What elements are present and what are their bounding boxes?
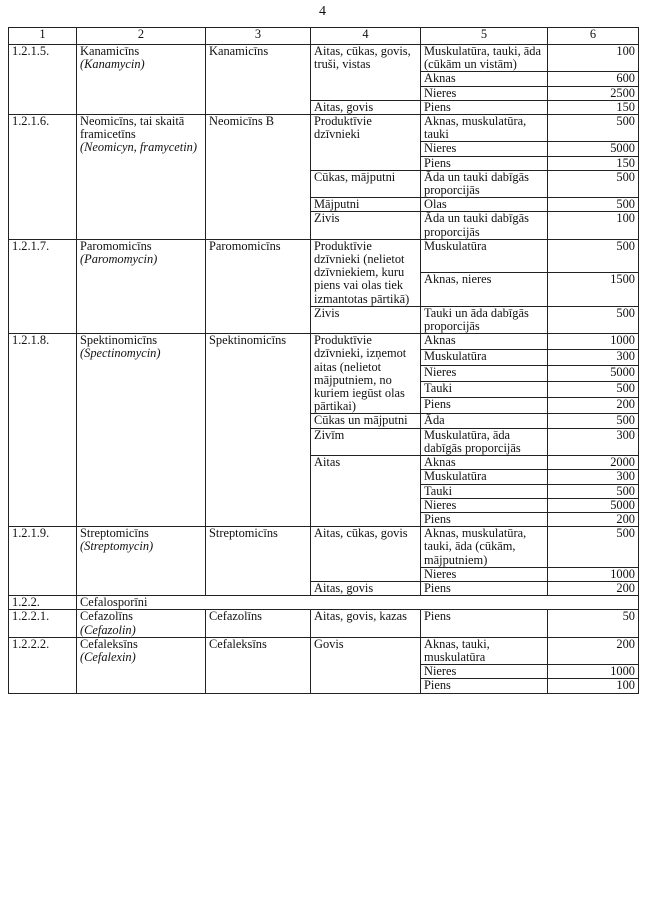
mrl-value: 500 <box>548 306 639 333</box>
entry-number: 1.2.1.6. <box>9 115 77 240</box>
substance-name: Streptomicīns <box>80 526 149 541</box>
marker-residue: Neomicīns B <box>206 115 311 240</box>
target-tissue: Piens <box>421 398 548 414</box>
mrl-value: 100 <box>548 45 639 72</box>
entry-number: 1.2.1.9. <box>9 527 77 596</box>
mrl-value: 1500 <box>548 273 639 307</box>
mrl-value: 500 <box>548 115 639 142</box>
mrl-value: 200 <box>548 512 639 526</box>
mrl-value: 5000 <box>548 142 639 156</box>
substance-cell <box>77 527 206 596</box>
substance-cell <box>77 115 206 240</box>
target-tissue: Muskulatūra, āda dabīgās proporcijās <box>421 428 548 455</box>
animal-species: Zivis <box>311 306 421 333</box>
animal-species: Aitas, govis <box>311 581 421 595</box>
entry-number: 1.2.2.1. <box>9 610 77 637</box>
animal-species: Aitas <box>311 456 421 527</box>
mrl-value: 500 <box>548 484 639 498</box>
column-header: 3 <box>206 28 311 45</box>
animal-species: Aitas, cūkas, govis, truši, vistas <box>311 45 421 101</box>
mrl-value: 300 <box>548 470 639 484</box>
table-row <box>9 334 639 350</box>
target-tissue: Nieres <box>421 567 548 581</box>
section-title: Cefalosporīni <box>77 596 639 610</box>
page-number: 4 <box>319 4 326 19</box>
entry-number: 1.2.1.8. <box>9 334 77 527</box>
marker-residue: Kanamicīns <box>206 45 311 115</box>
mrl-value: 2500 <box>548 86 639 100</box>
target-tissue: Āda un tauki dabīgās proporcijās <box>421 170 548 197</box>
mrl-value: 1000 <box>548 567 639 581</box>
substance-cell <box>77 239 206 333</box>
mrl-value: 100 <box>548 679 639 693</box>
substance-name: Paromomicīns <box>80 239 152 253</box>
mrl-value: 100 <box>548 212 639 239</box>
marker-residue: Cefazolīns <box>206 610 311 637</box>
animal-species: Mājputni <box>311 198 421 212</box>
mrl-value: 300 <box>548 350 639 366</box>
target-tissue: Muskulatūra <box>421 350 548 366</box>
marker-residue: Streptomicīns <box>206 527 311 596</box>
target-tissue: Muskulatūra, tauki, āda (cūkām un vistām) <box>421 45 548 72</box>
mrl-value: 500 <box>548 170 639 197</box>
target-tissue: Nieres <box>421 142 548 156</box>
target-tissue: Nieres <box>421 86 548 100</box>
mrl-value: 150 <box>548 156 639 170</box>
entry-number: 1.2.1.7. <box>9 239 77 333</box>
target-tissue: Muskulatūra <box>421 239 548 273</box>
target-tissue: Piens <box>421 100 548 114</box>
target-tissue: Tauki un āda dabīgās proporcijās <box>421 306 548 333</box>
column-header: 4 <box>311 28 421 45</box>
target-tissue: Muskulatūra <box>421 470 548 484</box>
substance-cell <box>77 610 206 637</box>
mrl-value: 150 <box>548 100 639 114</box>
marker-residue: Spektinomicīns <box>206 334 311 527</box>
target-tissue: Olas <box>421 198 548 212</box>
residue-limits-table <box>8 27 639 694</box>
mrl-value: 500 <box>548 198 639 212</box>
animal-species: Govis <box>311 637 421 693</box>
substance-latin-name: (Spectinomycin) <box>80 346 161 361</box>
target-tissue: Piens <box>421 610 548 637</box>
target-tissue: Aknas, muskulatūra, tauki, āda (cūkām, mājputniem) <box>421 527 548 568</box>
table-row <box>9 115 639 142</box>
animal-species: Aitas, govis <box>311 100 421 114</box>
target-tissue: Aknas, tauki, muskulatūra <box>421 637 548 664</box>
animal-species: Cūkas, mājputni <box>311 170 421 197</box>
target-tissue: Nieres <box>421 366 548 382</box>
marker-residue: Paromomicīns <box>206 239 311 333</box>
table-row <box>9 527 639 568</box>
substance-name: Spektinomicīns <box>80 333 158 348</box>
animal-species: Zivīm <box>311 428 421 455</box>
target-tissue: Aknas <box>421 334 548 350</box>
target-tissue: Āda un tauki dabīgās proporcijās <box>421 212 548 239</box>
mrl-value: 500 <box>548 414 639 428</box>
column-header: 2 <box>77 28 206 45</box>
section-number: 1.2.2. <box>9 596 77 610</box>
marker-residue: Cefaleksīns <box>206 637 311 693</box>
table-row <box>9 610 639 637</box>
entry-number: 1.2.2.2. <box>9 637 77 693</box>
mrl-value: 500 <box>548 382 639 398</box>
mrl-value: 600 <box>548 72 639 86</box>
column-header: 1 <box>9 28 77 45</box>
substance-latin-name: (Paromomycin) <box>80 252 158 267</box>
substance-name: Cefazolīns <box>80 609 133 624</box>
target-tissue: Nieres <box>421 665 548 679</box>
animal-species: Produktīvie dzīvnieki <box>311 115 421 171</box>
section-row <box>9 596 639 610</box>
substance-cell <box>77 334 206 527</box>
mrl-value: 200 <box>548 398 639 414</box>
target-tissue: Aknas, nieres <box>421 273 548 307</box>
mrl-value: 500 <box>548 239 639 273</box>
substance-cell <box>77 637 206 693</box>
mrl-value: 5000 <box>548 366 639 382</box>
mrl-value: 1000 <box>548 665 639 679</box>
target-tissue: Aknas, muskulatūra, tauki <box>421 115 548 142</box>
column-header: 5 <box>421 28 548 45</box>
target-tissue: Tauki <box>421 484 548 498</box>
table-row <box>9 637 639 664</box>
animal-species: Aitas, cūkas, govis <box>311 527 421 582</box>
target-tissue: Piens <box>421 679 548 693</box>
table-row <box>9 45 639 72</box>
animal-species: Aitas, govis, kazas <box>311 610 421 637</box>
mrl-value: 500 <box>548 527 639 568</box>
mrl-value: 2000 <box>548 456 639 470</box>
entry-number: 1.2.1.5. <box>9 45 77 115</box>
substance-name: Neomicīns, tai skaitā framicetīns <box>80 114 185 142</box>
mrl-value: 200 <box>548 581 639 595</box>
mrl-value: 1000 <box>548 334 639 350</box>
target-tissue: Āda <box>421 414 548 428</box>
substance-cell <box>77 45 206 115</box>
substance-latin-name: (Neomicyn, framycetin) <box>80 140 197 155</box>
animal-species: Cūkas un mājputni <box>311 414 421 428</box>
target-tissue: Piens <box>421 156 548 170</box>
substance-latin-name: (Cefalexin) <box>80 649 136 664</box>
substance-name: Kanamicīns <box>80 44 140 58</box>
column-header: 6 <box>548 28 639 45</box>
target-tissue: Tauki <box>421 382 548 398</box>
mrl-value: 50 <box>548 610 639 637</box>
column-header-row <box>9 28 639 45</box>
animal-species: Produktīvie dzīvnieki, izņemot aitas (nelietot mājputniem, no kuriem iegūst olas pārtikai) <box>311 334 421 414</box>
target-tissue: Piens <box>421 512 548 526</box>
target-tissue: Nieres <box>421 498 548 512</box>
substance-latin-name: (Streptomycin) <box>80 539 154 554</box>
substance-latin-name: (Kanamycin) <box>80 57 145 72</box>
substance-latin-name: (Cefazolin) <box>80 622 136 637</box>
target-tissue: Aknas <box>421 456 548 470</box>
mrl-value: 200 <box>548 637 639 664</box>
target-tissue: Aknas <box>421 72 548 86</box>
table-row <box>9 239 639 273</box>
mrl-value: 300 <box>548 428 639 455</box>
substance-name: Cefaleksīns <box>80 637 138 651</box>
animal-species: Produktīvie dzīvnieki (nelietot dzīvniekiem, kuru piens vai olas tiek izmantotas pārtikā) <box>311 239 421 306</box>
target-tissue: Piens <box>421 581 548 595</box>
animal-species: Zivis <box>311 212 421 239</box>
mrl-value: 5000 <box>548 498 639 512</box>
